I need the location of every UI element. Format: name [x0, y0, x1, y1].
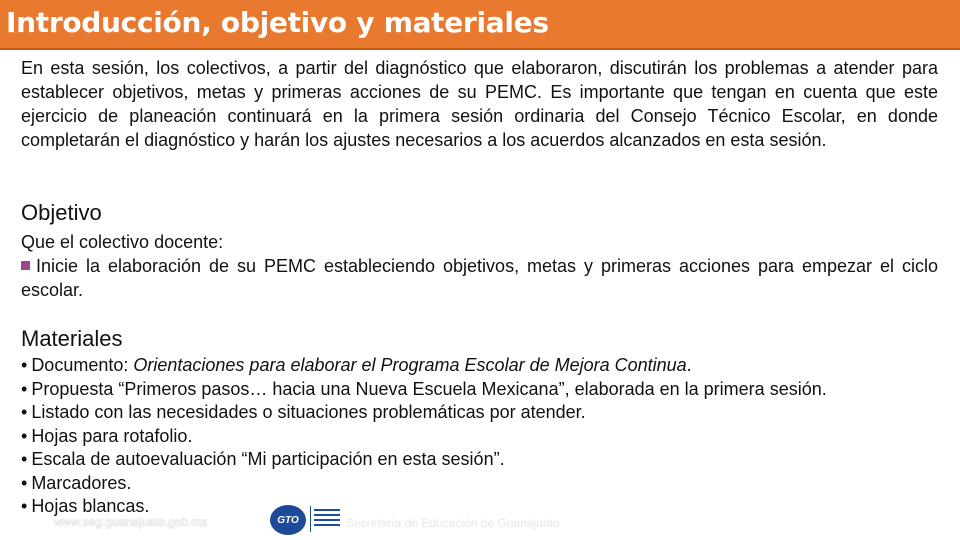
bullet-icon: • — [21, 496, 28, 516]
list-item — [21, 448, 938, 472]
objective-lead: Que el colectivo docente: — [21, 232, 224, 252]
list-item — [21, 354, 938, 378]
list-item — [21, 378, 938, 402]
materials-list — [21, 354, 938, 519]
material-text: Hojas para rotafolio. — [31, 425, 193, 446]
list-item — [21, 401, 938, 425]
material-text: Marcadores. — [31, 472, 132, 493]
intro-paragraph: En esta sesión, los colectivos, a partir del diagnóstico que elaboraron, discutirán los problemas a atender para establecer objetivos, metas y primeras acciones de su PEMC. Es importante que tengan en cuenta que este ejercicio de planeación continuará en la primera sesión ordinaria del Consejo Técnico Escolar, en donde completarán el diagnóstico y harán los ajustes necesarios a los acuerdos alcanzados en esta sesión. — [21, 58, 938, 150]
footer-url[interactable]: www.seg.guanajuato.gob.mx — [54, 515, 208, 529]
list-item — [21, 425, 938, 449]
title-bar — [0, 0, 960, 50]
logo-text: GTO — [277, 514, 299, 526]
bullet-icon: • — [21, 449, 28, 469]
footer-department: Secretaría de Educación de Guanajuato — [346, 516, 560, 530]
list-item — [21, 472, 938, 496]
bullet-icon: • — [21, 402, 28, 422]
materials-heading: Materiales — [21, 326, 123, 351]
bullet-icon: • — [21, 355, 28, 375]
material-text: Listado con las necesidades o situaciones problemáticas por atender. — [31, 402, 586, 422]
material-suffix: . — [686, 355, 692, 375]
material-text: Escala de autoevaluación “Mi participación en esta sesión”. — [31, 449, 505, 469]
material-text: Hojas blancas. — [31, 496, 150, 516]
material-prefix: Documento: — [31, 355, 134, 375]
logo-wordmark-icon — [310, 506, 345, 532]
bullet-icon: • — [21, 425, 28, 446]
bullet-icon: • — [21, 378, 28, 399]
material-document-title: Orientaciones para elaborar el Programa Escolar de Mejora Continua — [133, 355, 687, 375]
square-bullet-icon — [21, 261, 30, 270]
objective-heading: Objetivo — [21, 200, 102, 225]
objective-item — [21, 254, 938, 302]
bullet-icon: • — [21, 472, 28, 493]
material-text: Propuesta “Primeros pasos… hacia una Nueva Escuela Mexicana”, elaborada en la primera sesión. — [31, 378, 827, 399]
objective-item-text: Inicie la elaboración de su PEMC estableciendo objetivos, metas y primeras acciones para empezar el ciclo escolar. — [21, 256, 938, 300]
objective-body — [21, 230, 938, 302]
page-title: Introducción, objetivo y materiales — [6, 6, 549, 39]
gto-logo-icon — [270, 505, 306, 535]
